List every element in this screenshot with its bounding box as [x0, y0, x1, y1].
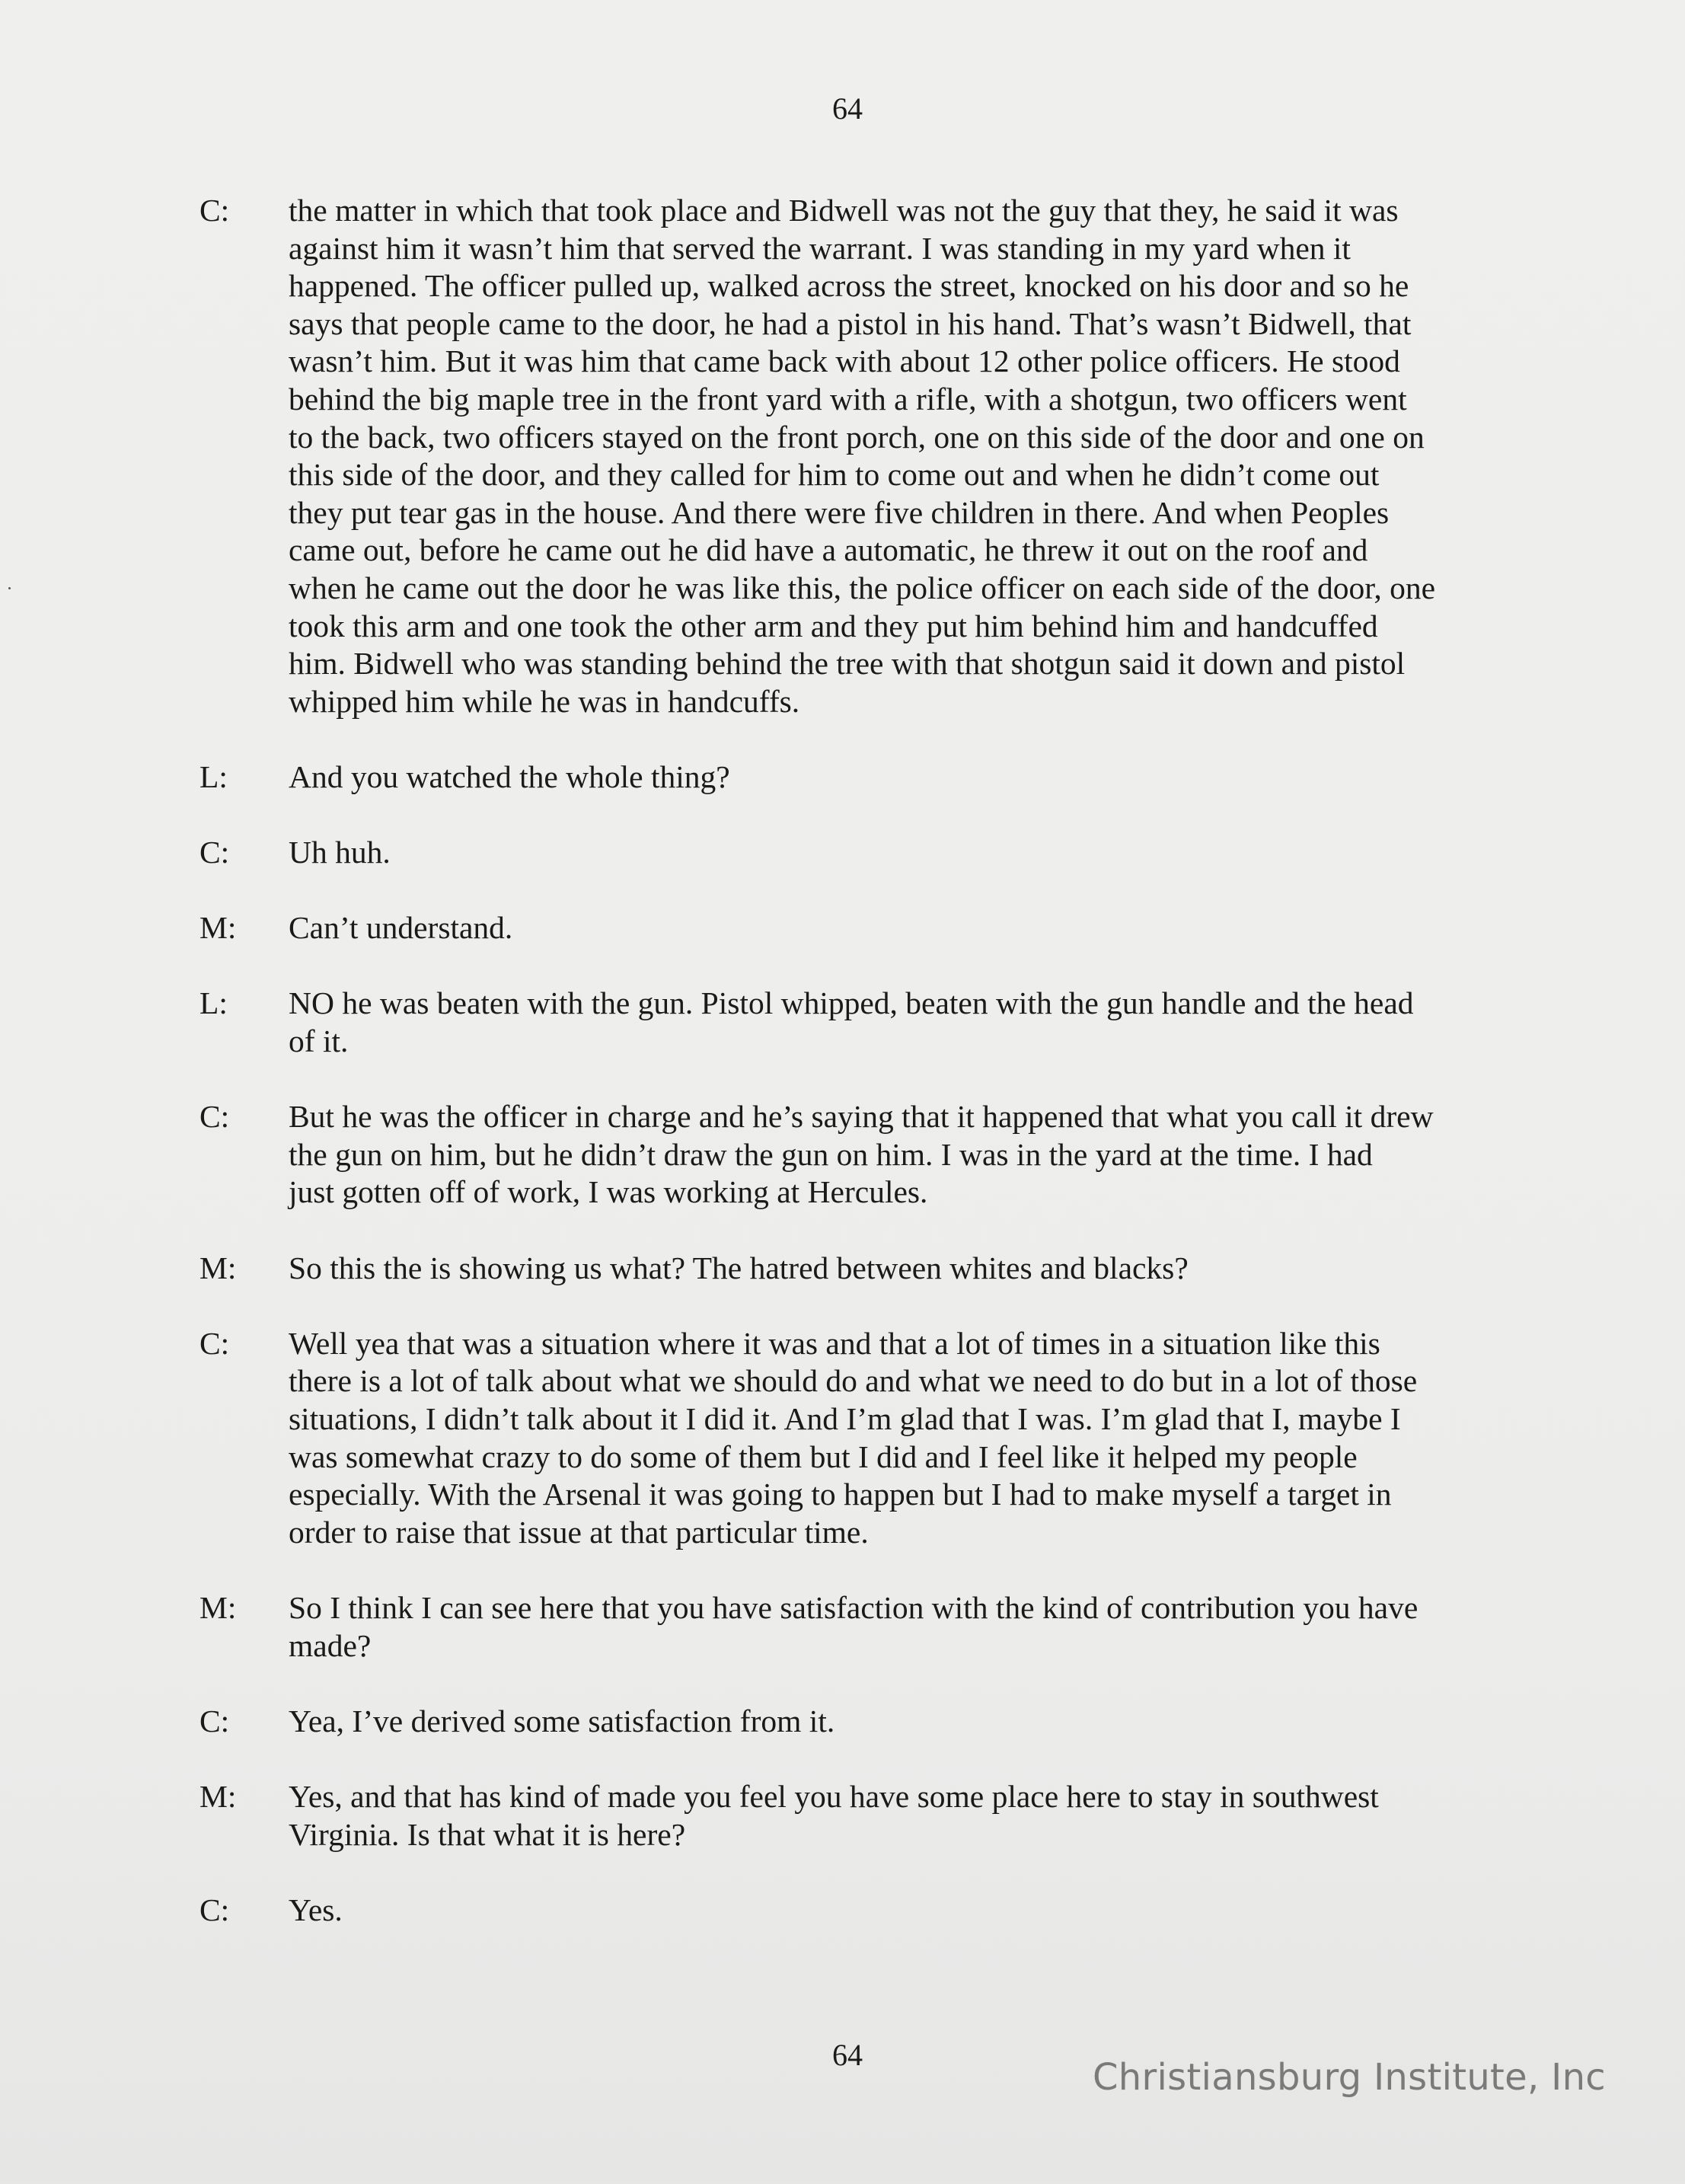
speech-line: says that people came to the door, he had a pistol in his hand. That’s wasn’t Bidwell, that [289, 305, 1412, 341]
scan-speck [8, 587, 11, 589]
speech-line: this side of the door, and they called for him to come out and when he didn’t come out [289, 457, 1380, 493]
speech-line: came out, before he came out he did have a automatic, he threw it out on the roof and [289, 532, 1368, 568]
speech-text [289, 1250, 1507, 1288]
speech-line: Can’t understand. [289, 910, 513, 946]
speech-line: So I think I can see here that you have satisfaction with the kind of contribution you have [289, 1589, 1419, 1625]
speech-line: Uh huh. [289, 835, 391, 870]
page-number-bottom: 64 [832, 2038, 863, 2072]
transcript-entry [199, 909, 1509, 947]
speech-text [289, 1778, 1507, 1854]
transcript-entry [199, 1703, 1509, 1741]
speech-text [289, 985, 1507, 1060]
speaker-label: M: [199, 1250, 237, 1285]
transcript-entry [199, 985, 1509, 1060]
transcript-entry [199, 1325, 1509, 1552]
speaker-label: C: [199, 1703, 230, 1739]
speaker-label: C: [199, 1892, 230, 1927]
speech-line: But he was the officer in charge and he’s saying that it happened that what you call it drew [289, 1099, 1434, 1135]
transcript-entry [199, 834, 1509, 872]
speech-line: was somewhat crazy to do some of them but I did and I feel like it helped my people [289, 1438, 1358, 1474]
speech-text [289, 1098, 1507, 1212]
speech-line: they put tear gas in the house. And there were five children in there. And when Peoples [289, 494, 1390, 530]
speech-line: Yea, I’ve derived some satisfaction from it. [289, 1703, 835, 1739]
page-number-top: 64 [832, 91, 863, 126]
speech-text [289, 192, 1507, 720]
transcript-body [199, 192, 1509, 1929]
speech-line: Yes. [289, 1892, 343, 1927]
speaker-label: M: [199, 1589, 237, 1625]
speech-text [289, 1589, 1507, 1665]
speaker-label: L: [199, 758, 228, 794]
speech-line: Virginia. Is that what it is here? [289, 1816, 686, 1852]
speech-line: the gun on him, but he didn’t draw the gun on him. I was in the yard at the time. I had [289, 1136, 1373, 1172]
speech-line: him. Bidwell who was standing behind the tree with that shotgun said it down and pistol [289, 646, 1406, 682]
speech-line: to the back, two officers stayed on the front porch, one on this side of the door and one on [289, 419, 1425, 455]
speech-text [289, 758, 1507, 797]
speech-line: made? [289, 1627, 372, 1663]
transcript-entry [199, 1250, 1509, 1288]
speech-line: So this the is showing us what? The hatred between whites and blacks? [289, 1250, 1189, 1285]
speaker-label: C: [199, 1325, 230, 1361]
speaker-label: M: [199, 1778, 237, 1814]
speech-line: just gotten off of work, I was working at Hercules. [289, 1174, 928, 1210]
speech-line: happened. The officer pulled up, walked across the street, knocked on his door and so he [289, 268, 1409, 304]
speech-line: Yes, and that has kind of made you feel you have some place here to stay in southwest [289, 1778, 1379, 1814]
watermark-text: Christiansburg Institute, Inc [1092, 2056, 1606, 2099]
speech-line: NO he was beaten with the gun. Pistol whipped, beaten with the gun handle and the head [289, 985, 1414, 1021]
transcript-entry [199, 1098, 1509, 1212]
speech-line: situations, I didn’t talk about it I did it. And I’m glad that I was. I’m glad that I, maybe I [289, 1401, 1401, 1436]
speech-text [289, 909, 1507, 947]
speaker-label: C: [199, 1099, 230, 1135]
speech-line: wasn’t him. But it was him that came back with about 12 other police officers. He stood [289, 343, 1400, 379]
speech-line: when he came out the door he was like this, the police officer on each side of the door, one [289, 570, 1436, 605]
speaker-label: M: [199, 910, 237, 946]
transcript-entry [199, 1589, 1509, 1665]
speech-text [289, 1892, 1507, 1930]
speech-line: the matter in which that took place and Bidwell was not the guy that they, he said it was [289, 193, 1399, 228]
transcript-entry [199, 1892, 1509, 1930]
speech-line: And you watched the whole thing? [289, 758, 730, 794]
speech-text [289, 1325, 1507, 1552]
speech-line: behind the big maple tree in the front yard with a rifle, with a shotgun, two officers went [289, 381, 1407, 417]
speech-line: of it. [289, 1023, 349, 1059]
speech-line: took this arm and one took the other arm and they put him behind him and handcuffed [289, 608, 1378, 643]
transcript-entry [199, 1778, 1509, 1854]
transcript-entry [199, 758, 1509, 797]
speech-line: especially. With the Arsenal it was going to happen but I had to make myself a target in [289, 1477, 1392, 1512]
speech-line: whipped him while he was in handcuffs. [289, 683, 800, 719]
speaker-label: L: [199, 985, 228, 1021]
speech-line: there is a lot of talk about what we should do and what we need to do but in a lot of those [289, 1363, 1418, 1399]
speech-text [289, 1703, 1507, 1741]
speech-line: order to raise that issue at that particular time. [289, 1514, 869, 1550]
speech-line: against him it wasn’t him that served the warrant. I was standing in my yard when it [289, 230, 1351, 266]
speech-text [289, 834, 1507, 872]
speaker-label: C: [199, 835, 230, 870]
transcript-entry [199, 192, 1509, 720]
speech-line: Well yea that was a situation where it was and that a lot of times in a situation like this [289, 1325, 1380, 1361]
speaker-label: C: [199, 193, 230, 228]
